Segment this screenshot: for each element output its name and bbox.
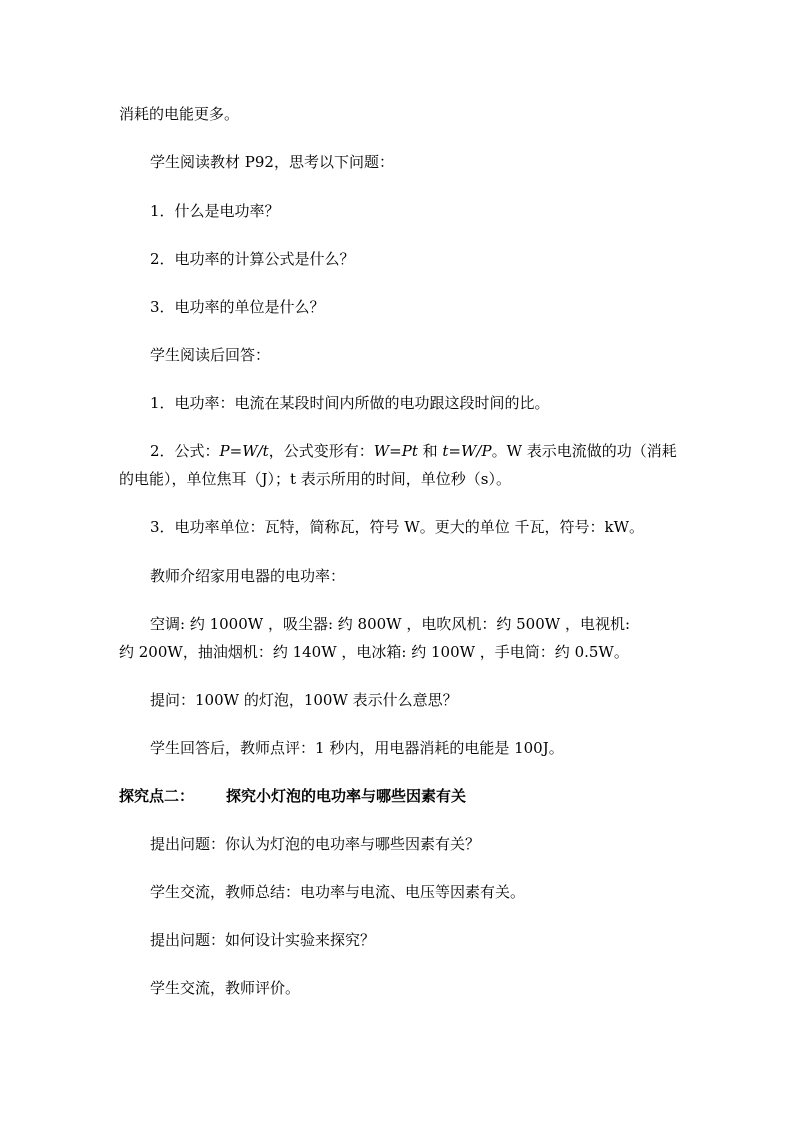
paragraph-question: 提问：100W 的灯泡，100W 表示什么意思？ [150, 691, 458, 709]
answer-2-continuation: 的电能），单位焦耳（J）；t 表示所用的时间，单位秒（s）。 [119, 470, 512, 488]
paragraph-problem-1: 提出问题：你认为灯泡的电功率与哪些因素有关？ [150, 835, 481, 853]
formula-mid: ，公式变形有： [268, 442, 374, 460]
section-label: 探究点二： [119, 787, 195, 805]
section-title: 探究小灯泡的电功率与哪些因素有关 [226, 787, 467, 805]
section-heading [119, 786, 466, 806]
paragraph-summary: 学生交流，教师总结：电功率与电流、电压等因素有关。 [150, 883, 526, 901]
formula-prefix: 2．公式： [150, 442, 220, 460]
appliance-power-line-1: 空调: 约 1000W ，吸尘器: 约 800W ，电吹风机：约 500W ，电视机: [150, 615, 630, 633]
formula-variant-1: W=Pt [373, 442, 418, 460]
paragraph-evaluation: 学生交流，教师评价。 [150, 979, 301, 997]
paragraph-reading-task: 学生阅读教材 P92，思考以下问题： [150, 153, 394, 171]
answer-1: 1．电功率：电流在某段时间内所做的电功跟这段时间的比。 [150, 394, 550, 412]
paragraph-answer-intro: 学生阅读后回答： [150, 346, 271, 364]
formula-variant-2: t=W/P [442, 442, 492, 460]
question-2: 2．电功率的计算公式是什么？ [150, 250, 355, 268]
paragraph-problem-2: 提出问题：如何设计实验来探究？ [150, 931, 376, 949]
question-1: 1．什么是电功率？ [150, 202, 280, 220]
paragraph-continuation: 消耗的电能更多。 [119, 105, 240, 123]
question-3: 3．电功率的单位是什么？ [150, 298, 325, 316]
formula-main: P=W/t [219, 442, 269, 460]
appliance-power-line-2: 约 200W，抽油烟机：约 140W ，电冰箱: 约 100W ，手电筒：约 0.5W。 [119, 643, 629, 661]
paragraph-teacher-intro: 教师介绍家用电器的电功率： [150, 567, 346, 585]
formula-and: 和 [417, 442, 443, 460]
answer-2-formula [150, 441, 677, 461]
paragraph-teacher-comment: 学生回答后，教师点评：1 秒内，用电器消耗的电能是 100J。 [150, 739, 564, 757]
formula-suffix: 。W 表示电流做的功（消耗 [491, 442, 677, 460]
answer-3-units: 3．电功率单位：瓦特，简称瓦，符号 W。更大的单位 千瓦，符号：kW。 [150, 518, 645, 536]
